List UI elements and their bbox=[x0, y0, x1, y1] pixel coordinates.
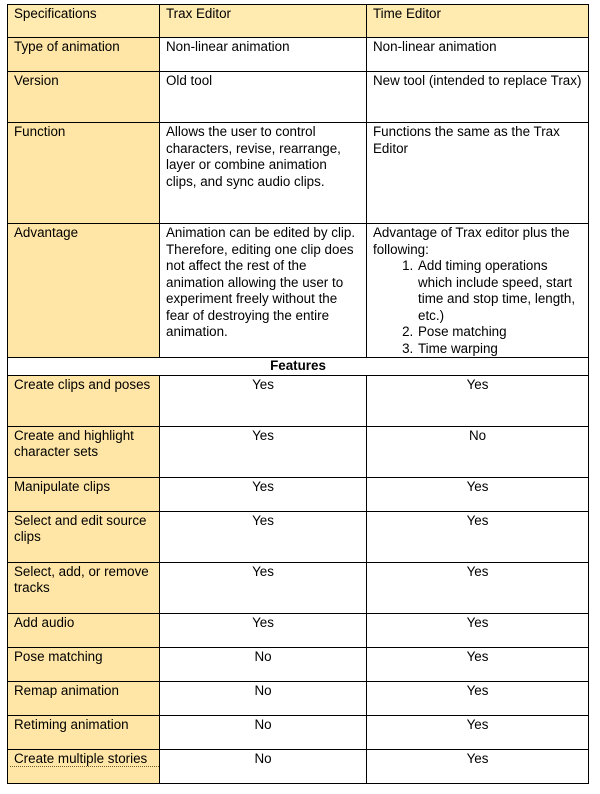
spec-trax-value: Allows the user to control characters, revise, rearrange, layer or combine animation clips, and sync audio clips. bbox=[160, 123, 367, 224]
feature-trax-value: Yes bbox=[160, 562, 367, 613]
spec-trax-value: Non-linear animation bbox=[160, 38, 367, 72]
feature-trax-value: No bbox=[160, 681, 367, 715]
feature-label: Select, add, or remove tracks bbox=[8, 562, 160, 613]
features-section-header bbox=[8, 358, 589, 376]
feature-time-value: Yes bbox=[367, 715, 589, 749]
header-trax-editor: Trax Editor bbox=[160, 5, 367, 38]
feature-trax-value: No bbox=[160, 749, 367, 783]
advantage-list-item: 1. Add timing operations which include speed, start time and stop time, length, etc.) bbox=[417, 258, 582, 324]
spec-row-advantage bbox=[8, 224, 589, 358]
spec-time-value: Functions the same as the Trax Editor bbox=[367, 123, 589, 224]
spec-row-version bbox=[8, 72, 589, 123]
spec-time-value: Non-linear animation bbox=[367, 38, 589, 72]
feature-time-value: Yes bbox=[367, 647, 589, 681]
feature-row bbox=[8, 511, 589, 562]
spec-time-value: New tool (intended to replace Trax) bbox=[367, 72, 589, 123]
feature-label: Remap animation bbox=[8, 681, 160, 715]
feature-time-value: Yes bbox=[367, 511, 589, 562]
spec-trax-value: Animation can be edited by clip. Therefore, editing one clip does not affect the rest of the animation allowing the user to experiment freely without the fear of destroying the entire animation. bbox=[160, 224, 367, 358]
feature-row bbox=[8, 613, 589, 647]
feature-label: Create clips and poses bbox=[8, 375, 160, 426]
feature-trax-value: Yes bbox=[160, 511, 367, 562]
features-title: Features bbox=[8, 358, 589, 376]
advantage-intro: Advantage of Trax editor plus the following: bbox=[373, 225, 570, 257]
spec-label: Version bbox=[8, 72, 160, 123]
header-specifications: Specifications bbox=[8, 5, 160, 38]
spec-trax-value: Old tool bbox=[160, 72, 367, 123]
spec-time-value bbox=[367, 224, 589, 358]
feature-label: Create and highlight character sets bbox=[8, 426, 160, 477]
comparison-table bbox=[7, 4, 589, 784]
feature-time-value: No bbox=[367, 426, 589, 477]
feature-row bbox=[8, 681, 589, 715]
advantage-list-item: 2. Pose matching bbox=[417, 324, 582, 341]
feature-label: Retiming animation bbox=[8, 715, 160, 749]
feature-row bbox=[8, 647, 589, 681]
feature-time-value: Yes bbox=[367, 749, 589, 783]
feature-row bbox=[8, 749, 589, 783]
feature-time-value: Yes bbox=[367, 562, 589, 613]
spec-label: Type of animation bbox=[8, 38, 160, 72]
feature-time-value: Yes bbox=[367, 375, 589, 426]
feature-row bbox=[8, 715, 589, 749]
header-row bbox=[8, 5, 589, 38]
feature-time-value: Yes bbox=[367, 477, 589, 511]
feature-trax-value: No bbox=[160, 647, 367, 681]
spec-row-type bbox=[8, 38, 589, 72]
feature-row bbox=[8, 477, 589, 511]
feature-row bbox=[8, 375, 589, 426]
advantage-list-item: 3. Time warping bbox=[417, 341, 582, 358]
feature-label: Pose matching bbox=[8, 647, 160, 681]
feature-label: Add audio bbox=[8, 613, 160, 647]
feature-row bbox=[8, 562, 589, 613]
feature-trax-value: Yes bbox=[160, 426, 367, 477]
feature-row bbox=[8, 426, 589, 477]
feature-trax-value: Yes bbox=[160, 375, 367, 426]
advantage-list bbox=[373, 258, 582, 357]
header-time-editor: Time Editor bbox=[367, 5, 589, 38]
feature-time-value: Yes bbox=[367, 613, 589, 647]
feature-label: Create multiple stories bbox=[8, 749, 160, 783]
spec-label: Function bbox=[8, 123, 160, 224]
feature-time-value: Yes bbox=[367, 681, 589, 715]
feature-trax-value: Yes bbox=[160, 477, 367, 511]
spec-label: Advantage bbox=[8, 224, 160, 358]
feature-trax-value: No bbox=[160, 715, 367, 749]
feature-trax-value: Yes bbox=[160, 613, 367, 647]
feature-label: Manipulate clips bbox=[8, 477, 160, 511]
spec-row-function bbox=[8, 123, 589, 224]
feature-label: Select and edit source clips bbox=[8, 511, 160, 562]
